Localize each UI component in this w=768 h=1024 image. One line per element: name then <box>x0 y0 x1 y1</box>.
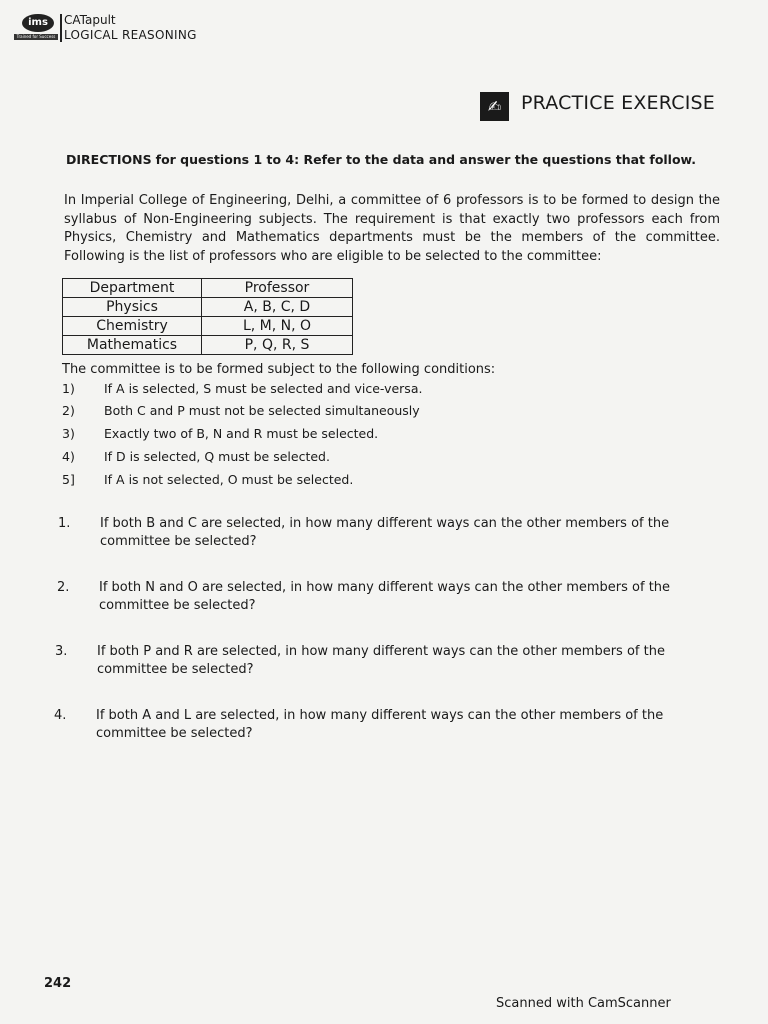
table-cell: Physics <box>63 298 202 317</box>
logo-tagline: Trained for Success <box>14 34 58 40</box>
section-title: PRACTICE EXERCISE <box>521 92 715 114</box>
table-cell: Chemistry <box>63 317 202 336</box>
condition-text: If A is not selected, O must be selected. <box>104 472 354 487</box>
professor-table <box>62 278 353 355</box>
page-number: 242 <box>44 976 72 991</box>
directions-text: for questions 1 to 4: Refer to the data and answer the questions that follow. <box>155 152 697 167</box>
question-text: If both B and C are selected, in how many different ways can the other members of the committee be selected? <box>100 516 670 549</box>
table-row <box>63 317 353 336</box>
question-number: 1. <box>58 516 71 531</box>
logo-mark: ims <box>22 14 54 32</box>
book-title: CATapult <box>64 13 116 27</box>
ims-logo <box>14 14 62 42</box>
chapter-title: LOGICAL REASONING <box>64 28 197 42</box>
condition-number: 1) <box>62 381 75 396</box>
scanner-watermark: Scanned with CamScanner <box>496 996 671 1011</box>
table-row <box>63 336 353 355</box>
condition-text: If A is selected, S must be selected and vice-versa. <box>104 381 423 396</box>
question-item <box>57 579 723 615</box>
question-item <box>58 515 724 551</box>
directions-label: DIRECTIONS <box>66 152 152 167</box>
directions <box>66 152 696 167</box>
table-header-row <box>63 279 353 298</box>
table-cell: Mathematics <box>63 336 202 355</box>
hand-writing-icon: ✍ <box>480 92 509 121</box>
question-text: If both A and L are selected, in how many different ways can the other members of the committee be selected? <box>96 708 664 741</box>
header-divider <box>60 14 62 42</box>
table-row <box>63 298 353 317</box>
condition-number: 5] <box>62 472 75 487</box>
condition-number: 2) <box>62 403 75 418</box>
condition-number: 3) <box>62 426 75 441</box>
condition-number: 4) <box>62 449 75 464</box>
condition-text: Exactly two of B, N and R must be selected. <box>104 426 379 441</box>
conditions-intro: The committee is to be formed subject to the following conditions: <box>62 362 496 377</box>
question-text: If both P and R are selected, in how many different ways can the other members of the committee be selected? <box>97 644 665 677</box>
question-number: 4. <box>54 708 67 723</box>
question-item <box>54 707 720 743</box>
question-number: 2. <box>57 580 70 595</box>
table-header: Professor <box>202 279 353 298</box>
question-text: If both N and O are selected, in how many different ways can the other members of the committee be selected? <box>99 580 671 613</box>
table-cell: A, B, C, D <box>202 298 353 317</box>
condition-text: Both C and P must not be selected simultaneously <box>104 403 420 418</box>
table-cell: L, M, N, O <box>202 317 353 336</box>
intro-paragraph: In Imperial College of Engineering, Delhi, a committee of 6 professors is to be formed to design the syllabus of Non-Engineering subjects. The requirement is that exactly two professors each from Physics, Chemistry and Mathematics departments must be the members of the committee. Following is the list of professors who are eligible to be selected to the committee: <box>64 193 720 264</box>
question-item <box>55 643 721 679</box>
table-cell: P, Q, R, S <box>202 336 353 355</box>
condition-text: If D is selected, Q must be selected. <box>104 449 330 464</box>
table-header: Department <box>63 279 202 298</box>
question-number: 3. <box>55 644 68 659</box>
